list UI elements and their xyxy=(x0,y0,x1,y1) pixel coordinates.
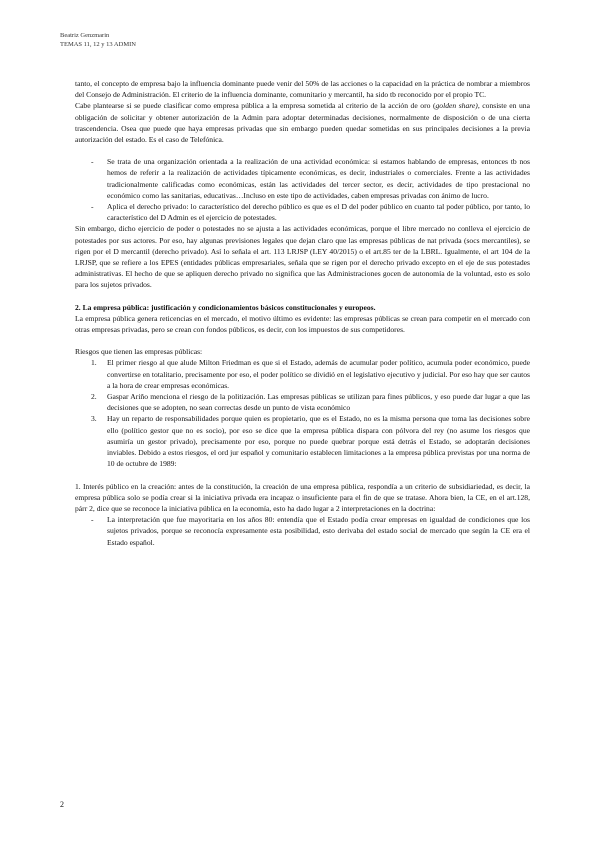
list-item xyxy=(75,357,530,391)
paragraph-public-interest: 1. Interés público en la creación: antes de la constitución, la creación de una empresa pública, respondía a un criterio de subsidiariedad, es decir, la empresa pública solo se podía crear si la iniciativa privada era incapaz o insuficiente para el fin de que se tratase. Ahora bien, la CE, en el art.128, párr 2, dice que se reconoce la iniciativa pública en la economía, esto ha dado lugar a 2 interpretaciones en la doctrina: xyxy=(75,481,530,513)
page-header xyxy=(60,31,136,49)
paragraph-influence: tanto, el concepto de empresa bajo la influencia dominante puede venir del 50% de las acciones o la capacidad en la práctica de nombrar a miembros del Consejo de Administración. El criterio de la influencia dominante, comunitario y mercantil, ha sido tb reconocido por el propio TC. xyxy=(75,79,530,100)
paragraph-private-law: Sin embargo, dicho ejercicio de poder o potestades no se ajusta a las actividades económicas, porque el libre mercado no conlleva el ejercicio de potestades por sus actores. Por eso, hay algunas previsiones legales que dejan claro que las empresas públicas de nat privada (socs mercantiles), se rigen por el D mercantil (derecho privado). Así lo señala el art. 113 LRJSP (LEY 40/2015) o el art.85 ter de la LBRL. Igualmente, el art 104 de la LRJSP, que se refiere a los EPES (entidades públicas empresariales, señala que se rigen por el derecho privado excepto en el eje de sus potestades administrativas. El hecho de que se apliquen derecho privado no significa que las Administraciones gocen de autonomía de la voluntad, esto es solo para los sujetos privados. xyxy=(75,224,530,290)
header-author: Beatriz Genzmarin xyxy=(60,32,110,39)
golden-share-term: golden share) xyxy=(435,101,478,111)
risks-intro: Riesgos que tienen las empresas públicas: xyxy=(75,347,203,357)
section-heading: 2. La empresa pública: justificación y condicionamientos básicos constitucionales y europeos. xyxy=(75,302,376,312)
list-item: - Se trata de una organización orientada a la realización de una actividad económica: si estamos hablando de empresas, entonces tb nos hemos de referir a la realización de actividades típicamente económicas, es decir, industriales o comerciales. Frente a las actividades tradicionalmente calificadas como económicas, están las actividades del tercer sector, es decir, actividades de tipo prestacional no económico como las sanitarias, educativas…Incluso en este tipo de actividades, caben empresas privadas con ánimo de lucro. xyxy=(75,156,530,201)
page-number: 2 xyxy=(60,800,64,809)
item-text: Hay un reparto de responsabilidades porque quien es propietario, que es el Estado, no es la misma persona que toma las decisiones sobre ello (político gestor que no es socio), por eso se dice que la empresa pública dispara con pólvora del rey (no asume los riesgos que asumiría un gestor privado), precisamente por eso, porque no puede quebrar porque está detrás el Estado, se adoptarán decisiones inviables. Debido a estos riesgos, el ord jur español y comunitario establecen limitaciones a la empresa pública previstas por una norma de 10 de octubre de 1989: xyxy=(107,414,530,469)
item-number: 1. xyxy=(91,358,97,368)
item-number: 3. xyxy=(91,414,97,424)
list-item xyxy=(75,413,530,469)
item-text: Gaspar Ariño menciona el riesgo de la politización. Las empresas públicas se utilizan para fines públicos, y eso puede dar lugar a que las decisiones que se adopten, no sean correctas desde un punto de vista económico xyxy=(107,392,530,413)
interpretations-list xyxy=(75,514,530,548)
item-number: 2. xyxy=(91,392,97,402)
golden-share-text-b: , consiste en una obligación de solicitar y obtener autorización de la Admin para adoptar determinadas decisiones, normalmente de disposición o de una cierta trascendencia. Osea que puede que haya empresas privadas que sin embargo pueden quedar sometidas en sus principales decisiones a la previa autorización del estado. Es el caso de Telefónica. xyxy=(75,101,530,145)
body-content xyxy=(75,78,530,548)
list-item: - Aplica el derecho privado: lo característico del derecho público es que es el D del poder público en cuanto tal poder público, por tanto, lo característico del D Admin es el ejercicio de potestades. xyxy=(75,201,530,223)
list-item: - La interpretación que fue mayoritaria en los años 80: entendía que el Estado podía crear empresas en igualdad de condiciones que los sujetos privados, porque se reconocía expresamente esta posibilidad, esto derivaba del estado social de mercado que según la CE era el Estado español. xyxy=(75,514,530,548)
list-item xyxy=(75,391,530,413)
item-text: El primer riesgo al que alude Milton Friedman es que si el Estado, además de acumular poder político, acumula poder económico, puede convertirse en totalitario, precisamente por eso, el poder político se dividió en el legislativo ejecutivo y judicial. Por eso hay que ser cautos a la hora de crear empresas económicas. xyxy=(107,358,530,390)
paragraph-golden-share xyxy=(75,100,530,145)
characteristics-list xyxy=(75,156,530,223)
golden-share-text-a: Cabe plantearse si se puede clasificar como empresa pública a la empresa sometida al criterio de la acción de oro ( xyxy=(75,101,436,111)
header-topic: TEMAS 11, 12 y 13 ADMIN xyxy=(60,41,136,48)
paragraph-reticence: La empresa pública genera reticencias en el mercado, el motivo último es evidente: las empresas públicas se crean para competir en el mercado con otras empresas privadas, pero se crean con fondos públicos, es decir, con los impuestos de sus competidores. xyxy=(75,313,530,335)
risks-list xyxy=(75,357,530,469)
